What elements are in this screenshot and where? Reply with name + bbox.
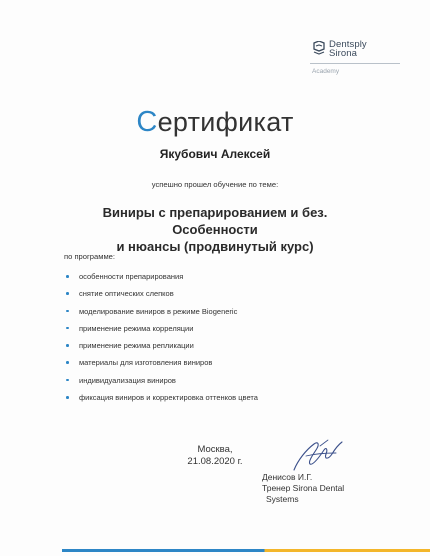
course-title [60,204,370,255]
logo-brand-line1: Dentsply [329,39,367,50]
list-item: фиксация виниров и корректировка оттенков цвета [66,393,258,410]
handwritten-signature [280,436,350,472]
signer-block [262,472,344,505]
recipient-name: Якубович Алексей [159,147,271,161]
list-item: моделирование виниров в режиме Biogeneric [66,307,258,324]
list-item: материалы для изготовления виниров [66,358,258,375]
dentsply-logo-icon [312,41,326,57]
signer-name: Денисов И.Г. [262,472,313,482]
course-title-line1: Виниры с препарированием и без. Особенности [102,205,328,237]
signer-role-line1: Тренер Sirona Dental [262,483,345,493]
program-label: по программе: [64,252,115,261]
city: Москва, [197,444,233,455]
list-item: применение режима корреляции [66,324,258,341]
list-item: снятие оптических слепков [66,289,258,306]
list-item: индивидуализация виниров [66,376,258,393]
intro-text: успешно прошел обучение по теме: [151,180,279,189]
logo-wordmark [329,40,367,58]
title-rest: ертификат [157,107,294,137]
dentsply-sirona-logo [310,40,402,80]
logo-academy: Academy [312,68,340,75]
topic-list [66,272,258,410]
logo-brand-line2: Sirona [329,48,358,59]
signer-role-line2: Systems [266,494,299,504]
date: 21.08.2020 г. [187,456,243,467]
title-first-letter: С [136,106,158,138]
list-item: особенности препарирования [66,272,258,289]
certificate-title [0,106,430,139]
course-title-line2: и нюансы (продвинутый курс) [116,239,314,254]
place-and-date [0,444,430,468]
bottom-accent-bar [62,549,430,552]
logo-divider [310,63,400,64]
list-item: применение режима репликации [66,341,258,358]
